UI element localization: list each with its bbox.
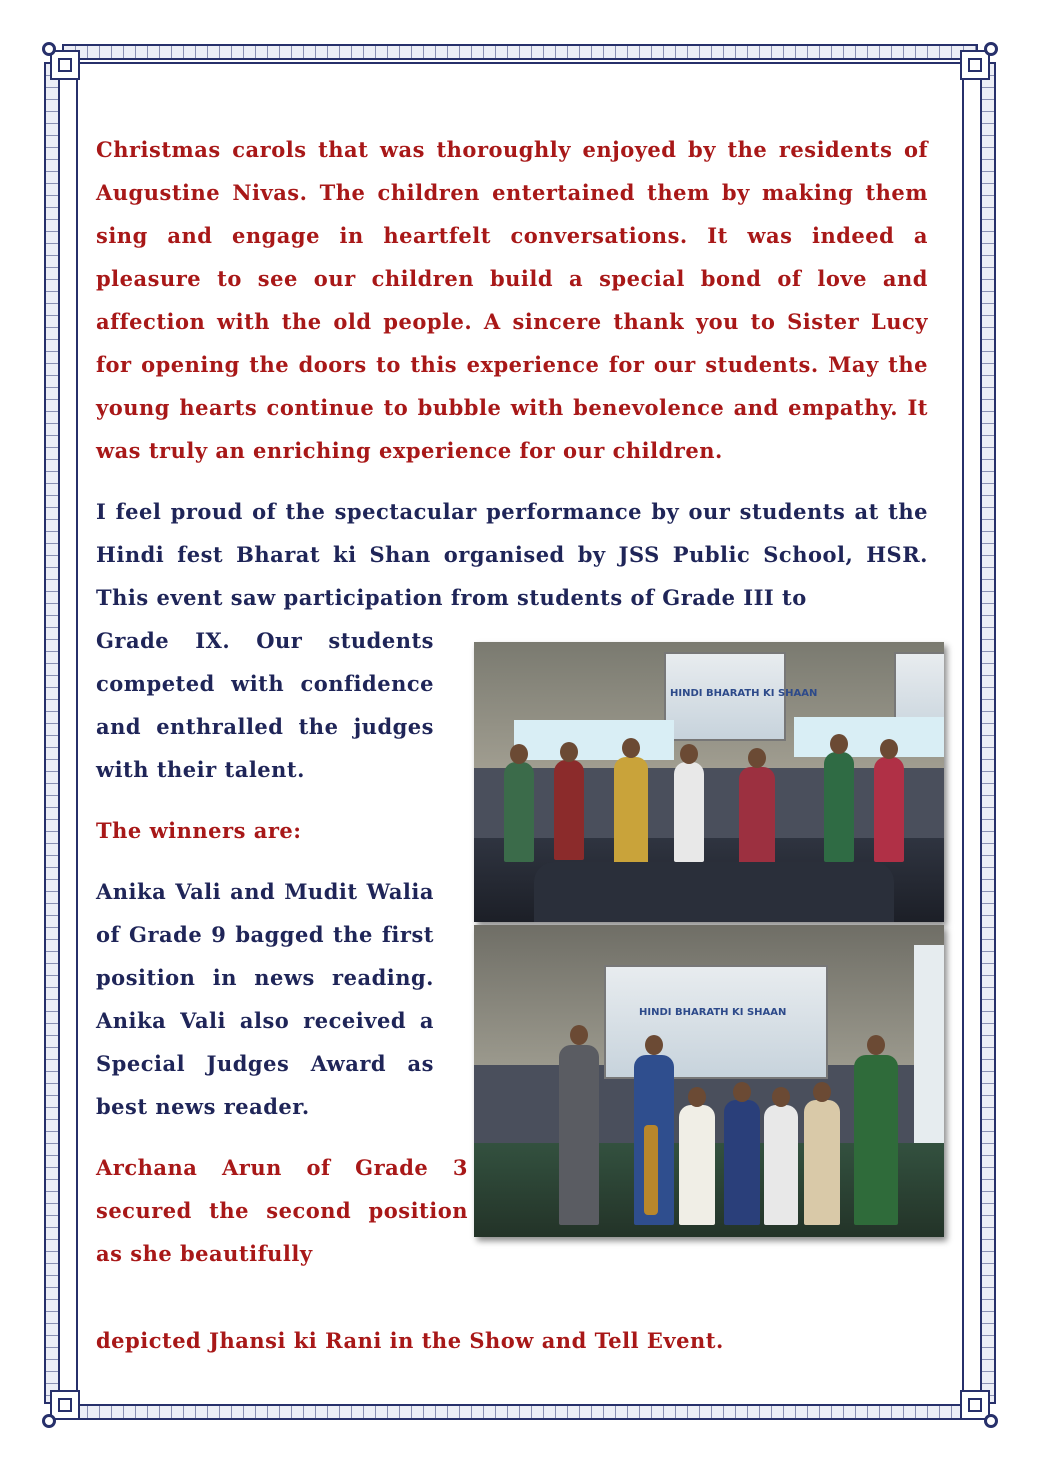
- winners-group-photo: HINDI BHARATH KI SHAAN: [474, 925, 944, 1237]
- show-and-tell-paragraph-last-line: depicted Jhansi ki Rani in the Show and Tell Event.: [96, 1328, 724, 1353]
- award-ceremony-photo: HINDI BHARATH KI SHAAN: [474, 642, 944, 922]
- corner-ornament-top-right: [958, 40, 1000, 82]
- christmas-carols-paragraph: Christmas carols that was thoroughly enjoyed by the residents of Augustine Nivas. The children entertained them by making them sing and engage in heartfelt conversations. It was indeed a pleasure to see our children build a special bond of love and affection with the old people. A sincere thank you to Sister Lucy for opening the doors to this experience for our students. May the young hearts continue to bubble with benevolence and empathy. It was truly an enriching experience for our children.: [96, 137, 928, 463]
- corner-ornament-top-left: [40, 40, 82, 82]
- hindi-fest-paragraph: I feel proud of the spectacular performance by our students at the Hindi fest Bharat ki Shan organised by JSS Public School, HSR. This event saw participation from students of Grade III to: [96, 499, 928, 610]
- corner-ornament-bottom-left: [40, 1388, 82, 1430]
- border-top: [62, 44, 978, 60]
- border-bottom: [62, 1404, 978, 1420]
- brass-lamp: [644, 1125, 658, 1215]
- border-right: [980, 62, 996, 1404]
- news-reading-winners-paragraph: Anika Vali and Mudit Walia of Grade 9 bagged the first position in news reading. Anika Vali also received a Special Judges Award as best news reader.: [96, 879, 434, 1119]
- border-left: [44, 62, 60, 1404]
- corner-ornament-bottom-right: [958, 1388, 1000, 1430]
- hindi-fest-paragraph-continued: Grade IX. Our students competed with confidence and enthralled the judges with their talent.: [96, 628, 434, 782]
- show-and-tell-paragraph: Archana Arun of Grade 3 secured the second position as she beautifully: [96, 1155, 468, 1266]
- winners-heading: The winners are:: [96, 818, 302, 843]
